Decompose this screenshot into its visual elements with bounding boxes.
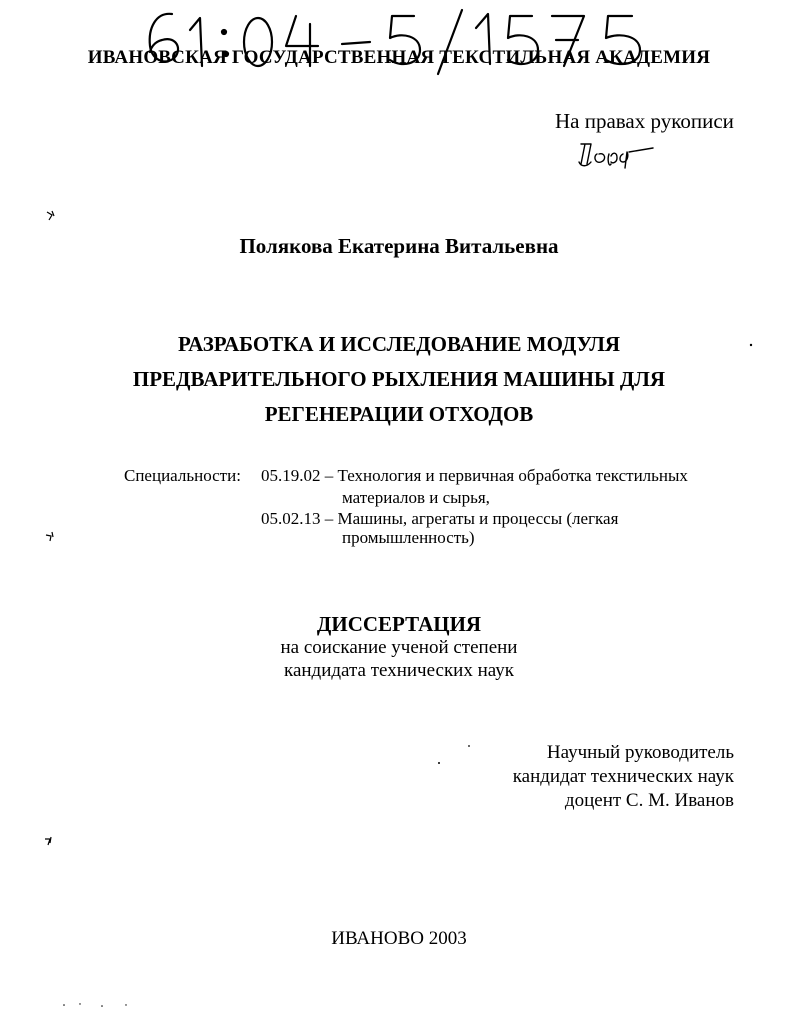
supervisor-degree: кандидат технических наук: [512, 766, 734, 787]
specialty-code-value: 05.19.02: [261, 466, 321, 485]
supervisor-block: [513, 741, 734, 813]
specialty-name-continued: материалов и сырья,: [342, 488, 490, 507]
specialty-name-continued: промышленность): [342, 528, 475, 547]
specialty-code: [261, 509, 618, 529]
scan-speck: [748, 342, 754, 348]
rights-note: На правах рукописи: [555, 109, 734, 133]
author-name: Полякова Екатерина Витальевна: [239, 234, 559, 258]
signature-handwritten: [577, 134, 657, 174]
specialties-label: Специальности:: [124, 466, 241, 485]
title-line: ПРЕДВАРИТЕЛЬНОГО РЫХЛЕНИЯ МАШИНЫ ДЛЯ: [132, 367, 666, 391]
degree-line: кандидата технических наук: [284, 660, 514, 681]
specialty-name: – Машины, агрегаты и процессы (легкая: [324, 509, 619, 528]
scan-speck: [60, 1000, 140, 1010]
specialty-code: [261, 466, 688, 486]
scan-speck: [436, 760, 442, 766]
dissertation-heading: ДИССЕРТАЦИЯ: [316, 612, 482, 636]
specialty-code-value: 05.02.13: [261, 509, 321, 528]
city-year: ИВАНОВО 2003: [331, 928, 467, 949]
archive-number-handwritten: [138, 4, 678, 84]
dissertation-title: [0, 327, 798, 432]
scan-speck: [466, 743, 472, 749]
institution-name: ИВАНОВСКАЯ ГОСУДАРСТВЕННАЯ ТЕКСТИЛЬНАЯ АКАДЕМИЯ: [87, 47, 711, 68]
supervisor-name: доцент С. М. Иванов: [564, 790, 734, 811]
scan-speck: [44, 208, 58, 222]
title-line: РЕГЕНЕРАЦИИ ОТХОДОВ: [264, 402, 534, 426]
title-line: РАЗРАБОТКА И ИССЛЕДОВАНИЕ МОДУЛЯ: [177, 332, 621, 356]
specialty-name: – Технология и первичная обработка текстильных: [324, 466, 688, 485]
scan-speck: [42, 834, 56, 848]
supervisor-role: Научный руководитель: [546, 742, 734, 763]
scan-speck: [44, 529, 58, 543]
degree-line: на соискание ученой степени: [280, 637, 518, 658]
